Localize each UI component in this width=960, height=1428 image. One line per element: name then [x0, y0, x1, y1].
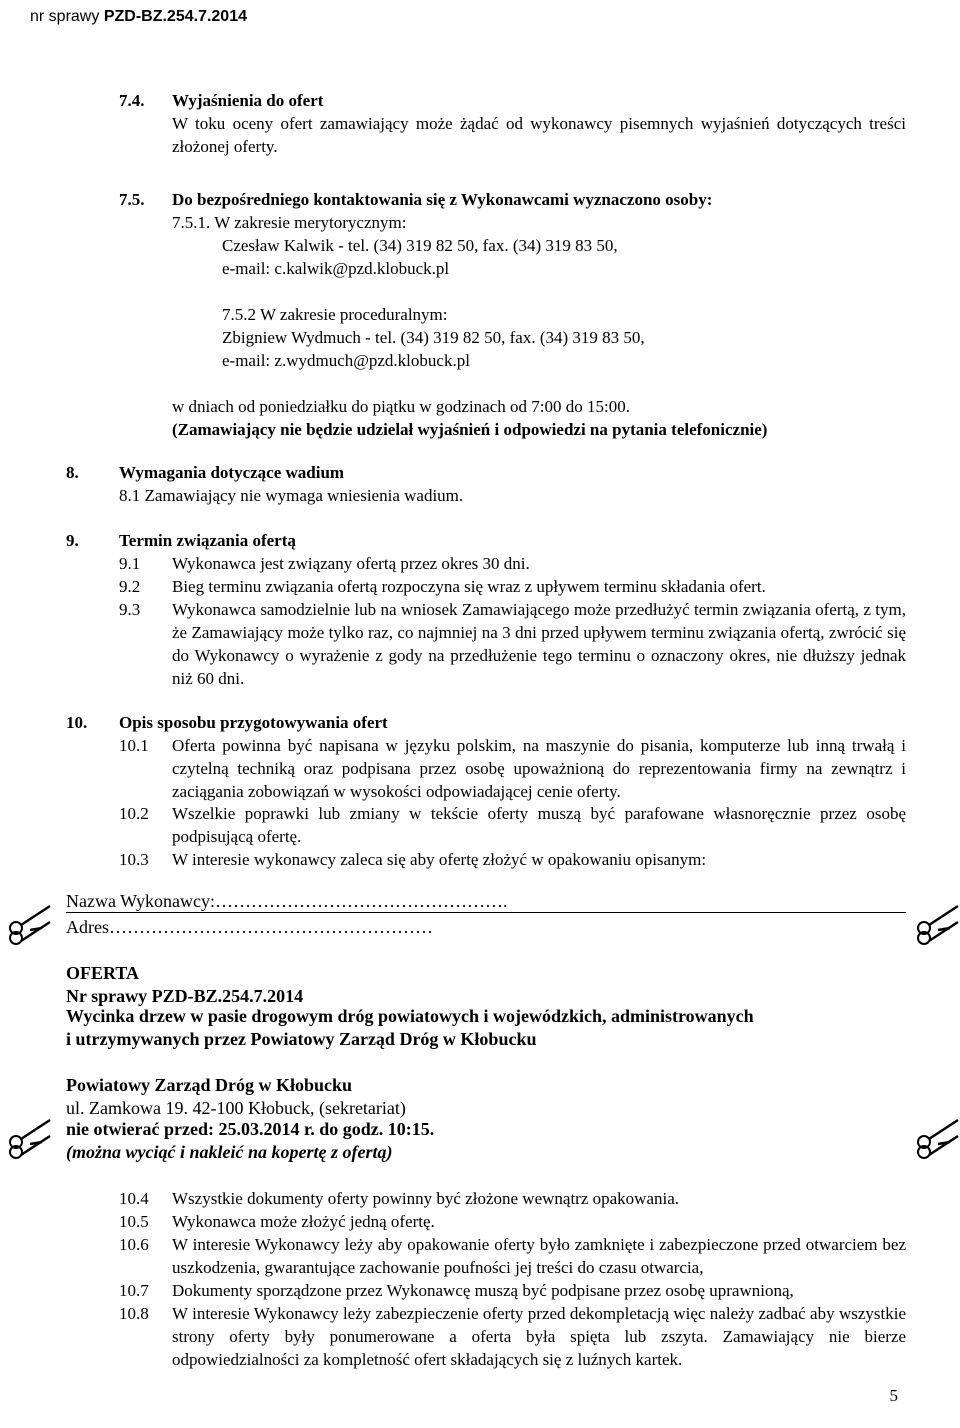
document-header: [30, 8, 247, 26]
section-10-7-text: Dokumenty sporządzone przez Wykonawcę muszą być podpisane przez osobę uprawnioną,: [172, 1281, 794, 1300]
section-7-4-text: W toku oceny ofert zamawiający może żądać od wykonawcy pisemnych wyjaśnień dotyczących treści złożonej oferty.: [172, 114, 906, 156]
section-7-5-number: 7.5.: [119, 190, 145, 209]
envelope-recipient-address: ul. Zamkowa 19. 42-100 Kłobuck, (sekretariat): [66, 1098, 406, 1118]
envelope-rule: [66, 912, 906, 913]
section-10-number: 10.: [66, 713, 88, 732]
envelope-subject-line-1: Wycinka drzew w pasie drogowym dróg powiatowych i wojewódzkich, administrowanych: [66, 1006, 754, 1026]
section-7-5-1-label: 7.5.1. W zakresie merytorycznym:: [172, 213, 407, 232]
contact-hours: w dniach od poniedziałku do piątku w godzinach od 7:00 do 15:00.: [172, 397, 630, 416]
section-10-8-number: 10.8: [119, 1304, 149, 1323]
scissors-icon: [6, 1112, 54, 1160]
section-8-number: 8.: [66, 463, 79, 482]
section-7-5-2-person: Zbigniew Wydmuch - tel. (34) 319 82 50, fax. (34) 319 83 50,: [222, 328, 645, 347]
envelope-recipient: Powiatowy Zarząd Dróg w Kłobucku: [66, 1075, 353, 1095]
scissors-icon: [914, 898, 960, 946]
section-9-3-number: 9.3: [119, 600, 141, 619]
section-7-5-title: Do bezpośredniego kontaktowania się z Wykonawcami wyznaczono osoby:: [172, 190, 713, 209]
envelope-do-not-open: nie otwierać przed: 25.03.2014 r. do godz. 10:15.: [66, 1119, 435, 1139]
section-7-4-title: Wyjaśnienia do ofert: [172, 91, 324, 110]
section-10-5-number: 10.5: [119, 1212, 149, 1231]
section-7-5-1-person: Czesław Kalwik - tel. (34) 319 82 50, fax. (34) 319 83 50,: [222, 236, 618, 255]
section-8-title: Wymagania dotyczące wadium: [119, 463, 345, 482]
section-9-2-text: Bieg terminu związania ofertą rozpoczyna się wraz z upływem terminu składania ofert.: [172, 577, 766, 596]
envelope-contractor-name: Nazwa Wykonawcy:………………………………………….: [66, 891, 508, 911]
envelope-address: Adres………………………………………………: [66, 917, 433, 937]
envelope-offer-title: OFERTA: [66, 963, 140, 983]
section-10-8-text: W interesie Wykonawcy leży zabezpieczenie oferty przed dekompletacją więc należy zadbać aby wszystkie strony oferty były ponumerowane a oferta była spięta lub zszyta. Zamawiający nie bierze odpowiedzialności za kompletność ofert składających się z luźnych kartek.: [172, 1304, 906, 1369]
section-10-title: Opis sposobu przygotowywania ofert: [119, 713, 388, 732]
envelope-case-line: Nr sprawy PZD-BZ.254.7.2014: [66, 986, 304, 1006]
section-10-1-number: 10.1: [119, 736, 149, 755]
section-10-4-number: 10.4: [119, 1189, 149, 1208]
header-case-number: PZD-BZ.254.7.2014: [103, 8, 247, 25]
envelope-cut-note: (można wyciąć i nakleić na kopertę z ofertą): [66, 1142, 393, 1162]
section-9-number: 9.: [66, 531, 79, 550]
section-10-6-number: 10.6: [119, 1235, 149, 1254]
section-9-2-number: 9.2: [119, 577, 141, 596]
section-10-4-text: Wszystkie dokumenty oferty powinny być złożone wewnątrz opakowania.: [172, 1189, 680, 1208]
section-10-7-number: 10.7: [119, 1281, 149, 1300]
section-10-5-text: Wykonawca może złożyć jedną ofertę.: [172, 1212, 435, 1231]
section-7-5-2-email: e-mail: z.wydmuch@pzd.klobuck.pl: [222, 351, 470, 370]
scissors-icon: [6, 898, 54, 946]
section-10-2-text: Wszelkie poprawki lub zmiany w tekście oferty muszą być parafowane własnoręcznie przez osobę podpisującą ofertę.: [172, 804, 906, 846]
section-7-4-number: 7.4.: [119, 91, 145, 110]
envelope-subject-line-2: i utrzymywanych przez Powiatowy Zarząd Dróg w Kłobucku: [66, 1029, 537, 1049]
section-9-title: Termin związania ofertą: [119, 531, 296, 550]
section-9-1-number: 9.1: [119, 554, 141, 573]
section-10-1-text: Oferta powinna być napisana w języku polskim, na maszynie do pisania, komputerze lub inną trwałą i czytelną techniką oraz podpisana przez osobę upoważnioną do reprezentowania firmy na zewnątrz i zaciągania zobowiązań w wysokości odpowiadającej cenie oferty.: [172, 736, 906, 801]
section-10-3-number: 10.3: [119, 850, 149, 869]
section-10-6-text: W interesie Wykonawcy leży aby opakowanie oferty było zamknięte i zabezpieczone przed otwarciem bez uszkodzenia, gwarantujące zachowanie poufności jej treści do czasu otwarcia,: [172, 1235, 906, 1277]
section-9-1-text: Wykonawca jest związany ofertą przez okres 30 dni.: [172, 554, 530, 573]
page-number: 5: [889, 1386, 898, 1405]
section-7-5-2-label: 7.5.2 W zakresie proceduralnym:: [222, 305, 448, 324]
header-prefix: nr sprawy: [30, 8, 100, 25]
section-8-1-text: 8.1 Zamawiający nie wymaga wniesienia wadium.: [119, 486, 464, 505]
section-7-5-1-email: e-mail: c.kalwik@pzd.klobuck.pl: [222, 259, 450, 278]
section-9-3-text: Wykonawca samodzielnie lub na wniosek Zamawiającego może przedłużyć termin związania ofertą, z tym, że Zamawiający może tylko raz, co najmniej na 3 dni przed upływem terminu związania ofertą, zwrócić się do Wykonawcy o wyrażenie z gody na przedłużenie tego terminu o oznaczony okres, nie dłuższy jednak niż 60 dni.: [172, 600, 906, 688]
phone-note: (Zamawiający nie będzie udzielał wyjaśnień i odpowiedzi na pytania telefonicznie): [172, 420, 768, 439]
section-10-3-text: W interesie wykonawcy zaleca się aby ofertę złożyć w opakowaniu opisanym:: [172, 850, 707, 869]
section-10-2-number: 10.2: [119, 804, 149, 823]
scissors-icon: [914, 1112, 960, 1160]
